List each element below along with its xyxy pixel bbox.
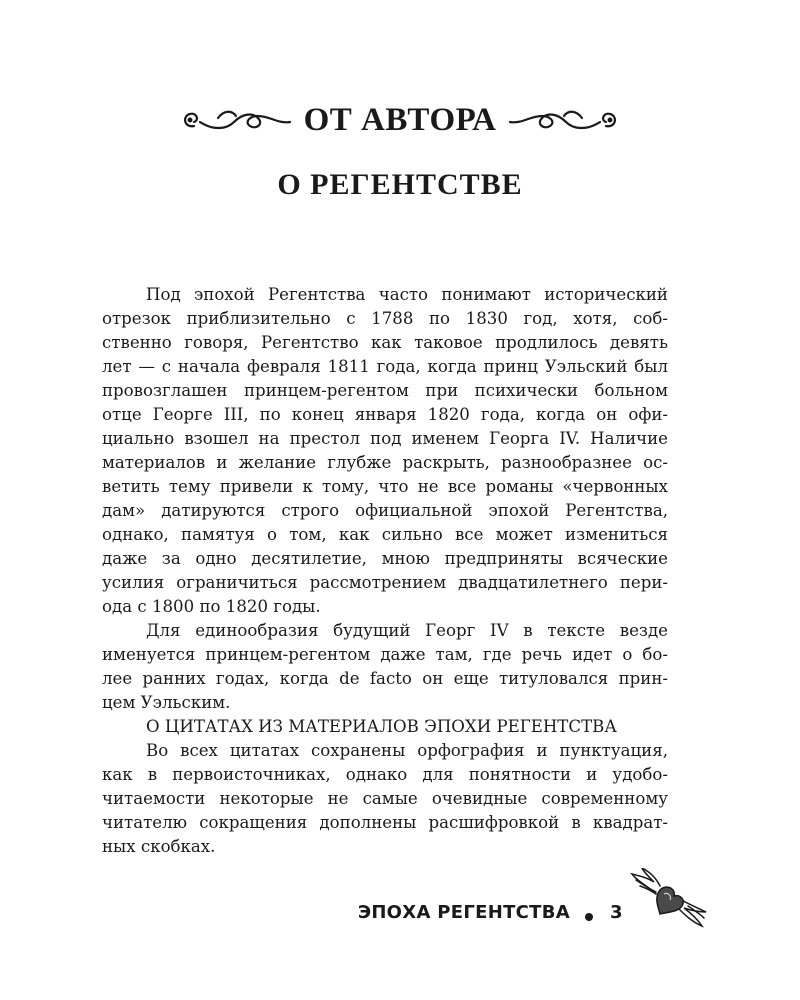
paragraph-line: Во всех цитатах сохранены орфография и пунктуация, [146,741,668,760]
flourish-right-icon [502,100,622,140]
paragraph-line: Для единообразия будущий Георг IV в тексте везде [146,621,668,640]
paragraph-line: однако, памятуя о том, как сильно все может измениться [102,525,668,544]
running-head: ЭПОХА РЕГЕНТСТВА [357,902,570,923]
paragraph-line: ветить тему привели к тому, что не все романы «червонных [102,477,668,496]
flourish-left-icon [178,100,298,140]
page-number: 3 [610,902,623,923]
paragraph-line: усилия ограничиться рассмотрением двадцатилетнего пери- [102,573,668,592]
paragraph-line: цем Уэльским. [102,693,231,712]
paragraph-line: материалов и желание глубже раскрыть, разнообразнее ос- [102,453,668,472]
paragraph-line: отце Георге III, по конец января 1820 года, когда он офи- [102,405,668,424]
paragraph-line: читателю сокращения дополнены расшифровкой в квадрат- [102,813,668,832]
paragraph-line: читаемости некоторые не самые очевидные современному [102,789,668,808]
section-heading: ОТ АВТОРА [303,101,497,138]
paragraph-line: как в первоисточниках, однако для понятности и удобо- [102,765,668,784]
winged-heart-icon [630,868,710,930]
paragraph-line: лее ранних годах, когда de facto он еще титуловался прин- [102,669,668,688]
paragraph-line: циально взошел на престол под именем Георга IV. Наличие [102,429,668,448]
section-heading-row [0,92,800,148]
paragraph-line: именуется принцем-регентом даже там, где речь идет о бо- [102,645,668,664]
page-title: О РЕГЕНТСТВЕ [277,168,523,201]
paragraph-line: отрезок приблизительно с 1788 по 1830 год, хотя, соб- [102,309,668,328]
separator-dot [585,913,593,921]
paragraph-line: даже за одно десятилетие, мною предприняты всяческие [102,549,668,568]
subheading-line: О ЦИТАТАХ ИЗ МАТЕРИАЛОВ ЭПОХИ РЕГЕНТСТВА [146,717,617,736]
paragraph-line: лет — с начала февраля 1811 года, когда принц Уэльский был [102,357,668,376]
paragraph-line: ода с 1800 по 1820 годы. [102,597,321,616]
paragraph-line: Под эпохой Регентства часто понимают исторический [146,285,668,304]
paragraph-line: дам» датируются строго официальной эпохой Регентства, [102,501,668,520]
paragraph-line: ственно говоря, Регентство как таковое продлилось девять [102,333,668,352]
paragraph-line: провозглашен принцем-регентом при психически больном [102,381,668,400]
paragraph-line: ных скобках. [102,837,216,856]
body-text [102,283,668,859]
